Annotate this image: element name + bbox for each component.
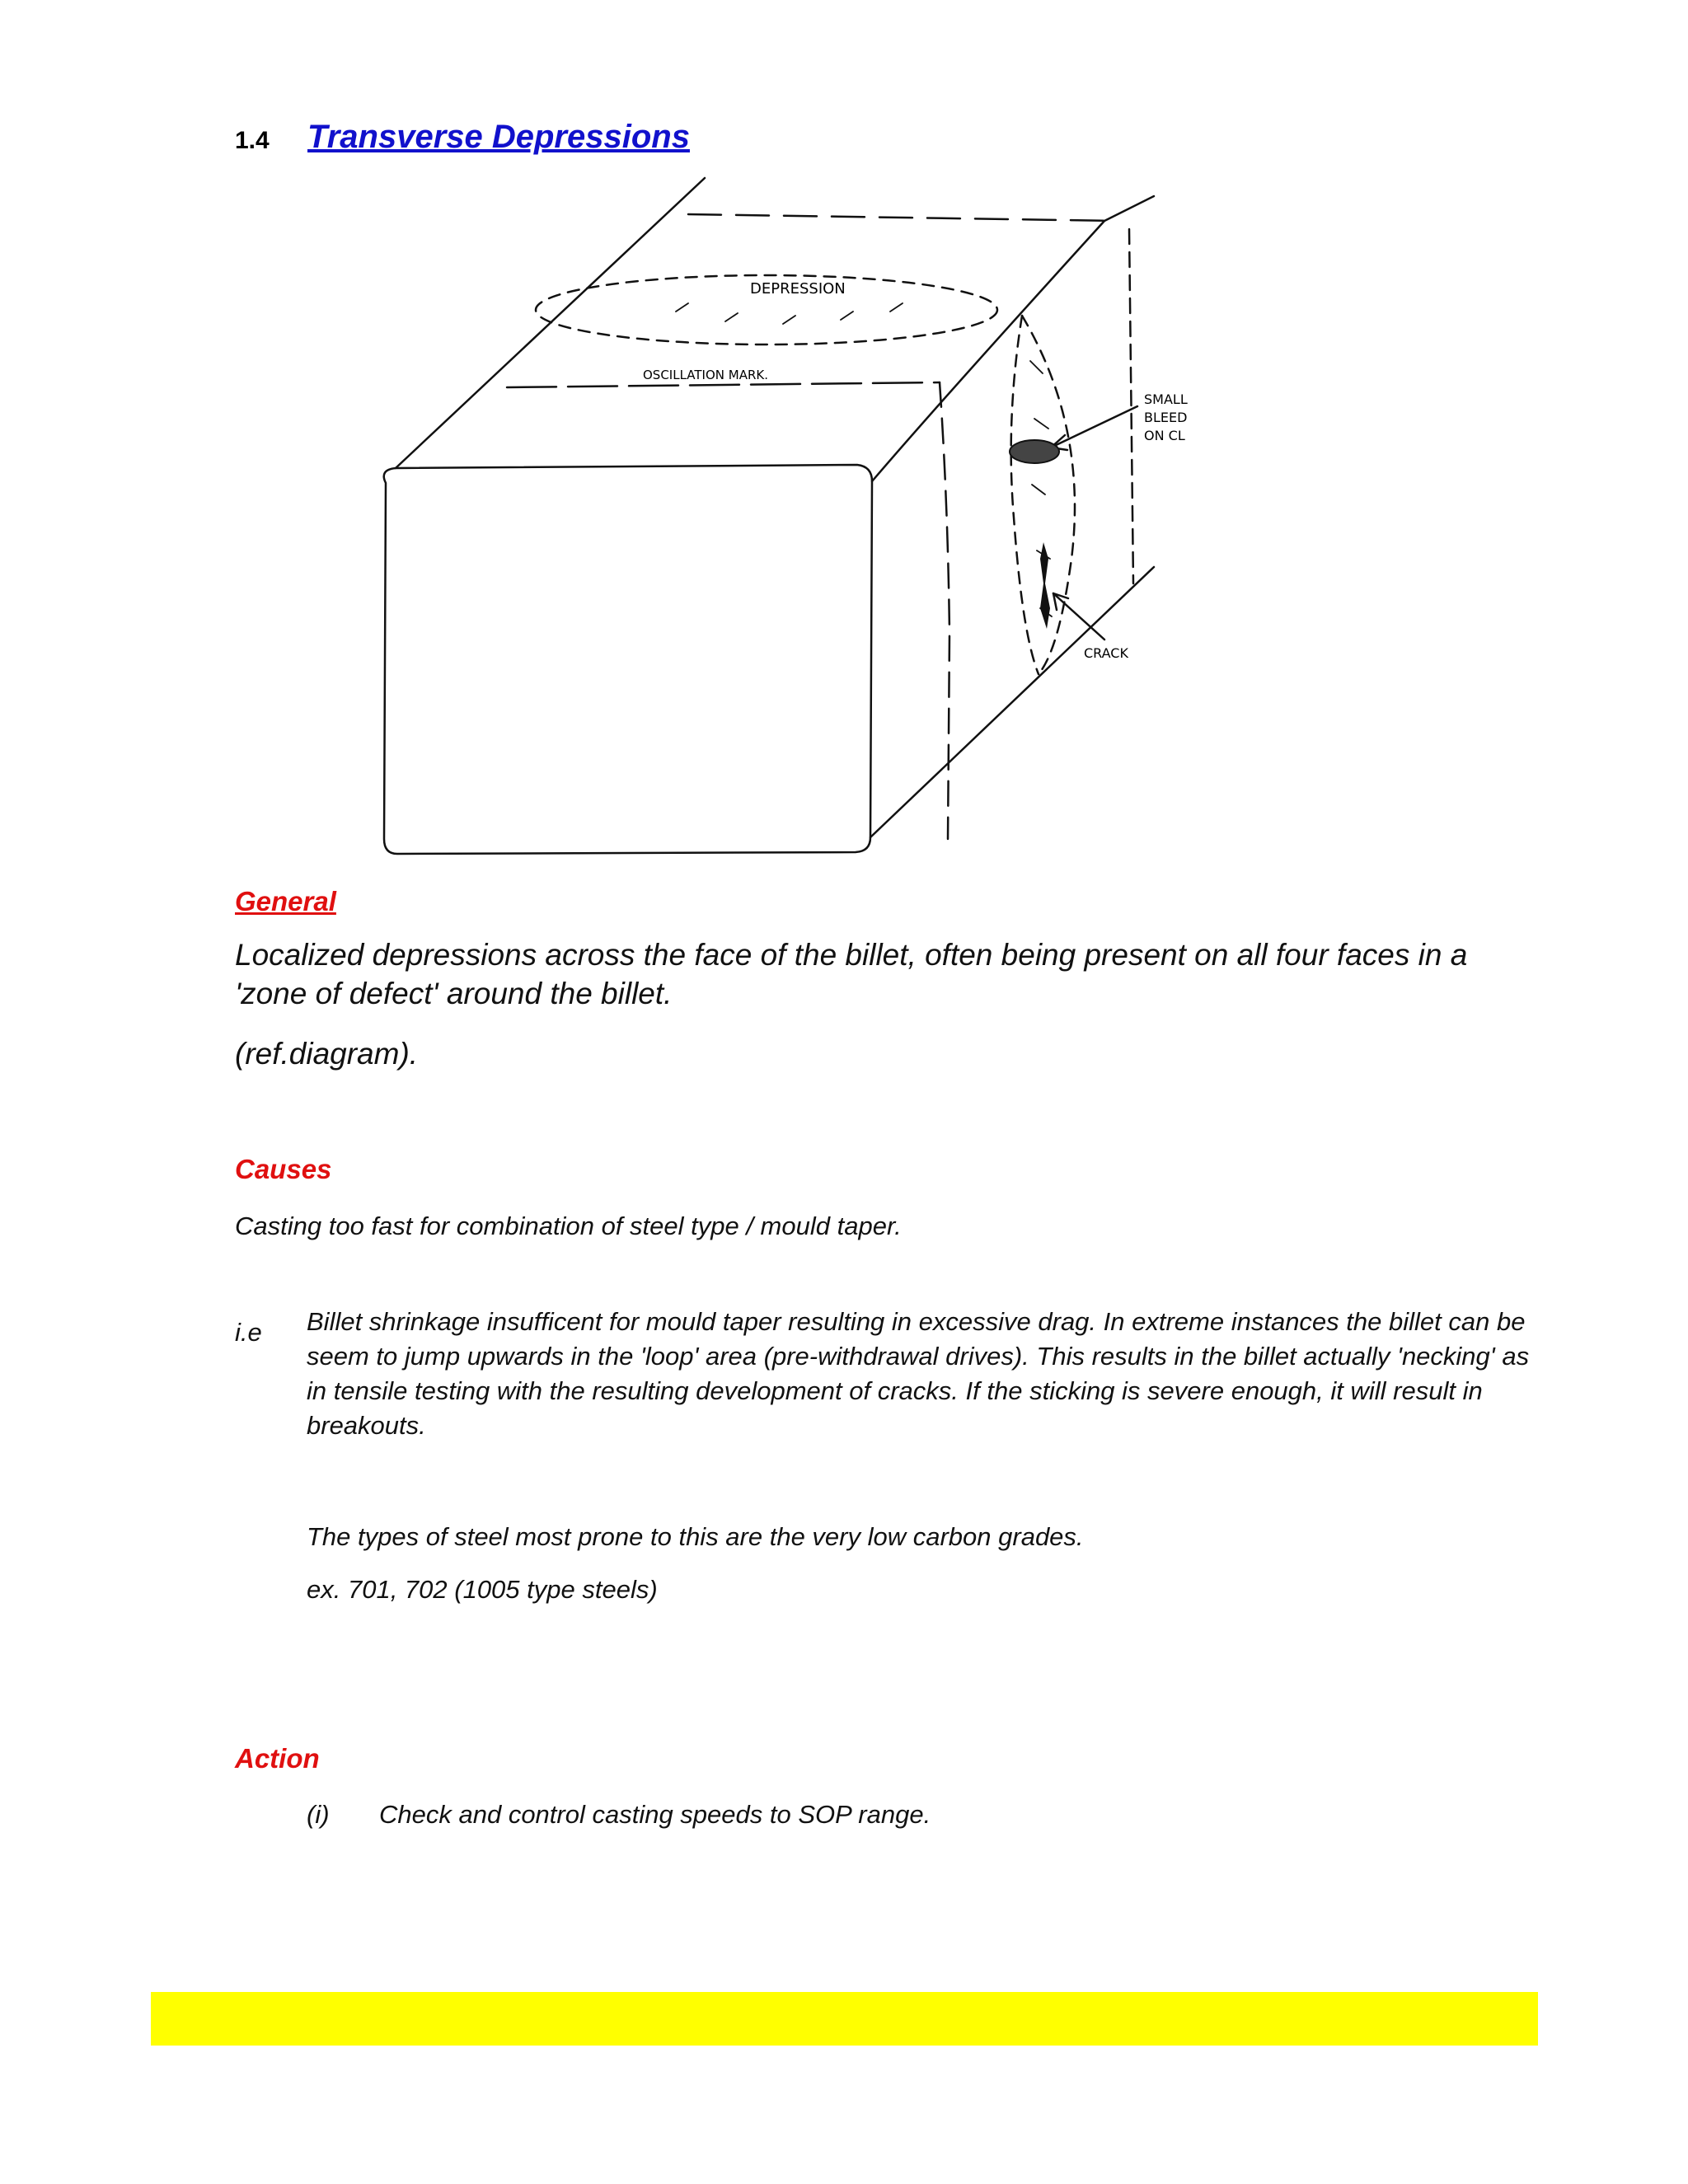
side-depression-zone-right: [1022, 316, 1075, 674]
billet-right-top-edge: [872, 196, 1154, 481]
billet-defect-diagram: [363, 171, 1203, 864]
label-oscillation-mark: OSCILLATION MARK.: [643, 368, 768, 382]
depression-hatching: [676, 303, 903, 324]
steel-example-text: ex. 701, 702 (1005 type steels): [307, 1575, 658, 1604]
billet-top-left-edge: [396, 178, 705, 468]
label-depression: DEPRESSION: [750, 280, 846, 298]
crack-arrow: [1053, 593, 1104, 640]
small-bleed-mark: [1010, 440, 1059, 463]
ie-text: Billet shrinkage insufficent for mould taper resulting in excessive drag. In extreme instances the billet can be seem to jump upwards in the 'loop' area (pre-withdrawal drives). This results in the billet actually 'necking' as in tensile testing with the resulting development of cracks. If the sticking is severe enough, it will result in breakouts.: [307, 1307, 1530, 1440]
billet-top-back-edge: [688, 214, 1117, 221]
oscillation-mark-line: [507, 382, 940, 387]
general-heading: General: [235, 886, 336, 916]
label-crack: CRACK: [1084, 645, 1128, 661]
general-ref: (ref.diagram).: [235, 1037, 419, 1071]
general-text: Localized depressions across the face of the billet, often being present on all four faces in a 'zone of defect' around the billet.: [235, 938, 1468, 1010]
action-item-text: Check and control casting speeds to SOP range.: [379, 1800, 931, 1829]
label-small-bleed-2: BLEED: [1144, 410, 1188, 425]
ie-label: i.e: [235, 1318, 262, 1347]
side-depression-zone: [1011, 316, 1039, 674]
action-heading: Action: [235, 1743, 320, 1774]
billet-right-bottom-edge: [870, 567, 1154, 837]
billet-back-right-edge: [1129, 229, 1133, 583]
section-title-link[interactable]: Transverse Depressions: [307, 119, 690, 155]
causes-text: Casting too fast for combination of steel type / mould taper.: [235, 1212, 902, 1240]
causes-heading: Causes: [235, 1154, 332, 1184]
action-item-number: (i): [307, 1800, 330, 1829]
side-hatching: [1030, 361, 1052, 616]
steel-types-text: The types of steel most prone to this are the very low carbon grades.: [307, 1522, 1084, 1551]
label-small-bleed-1: SMALL: [1144, 391, 1188, 407]
highlight-bar: [151, 1992, 1538, 2046]
billet-front-face: [384, 465, 872, 854]
label-small-bleed-3: ON CL: [1144, 428, 1185, 443]
crack-mark: [1040, 542, 1050, 629]
section-number: 1.4: [235, 127, 270, 154]
